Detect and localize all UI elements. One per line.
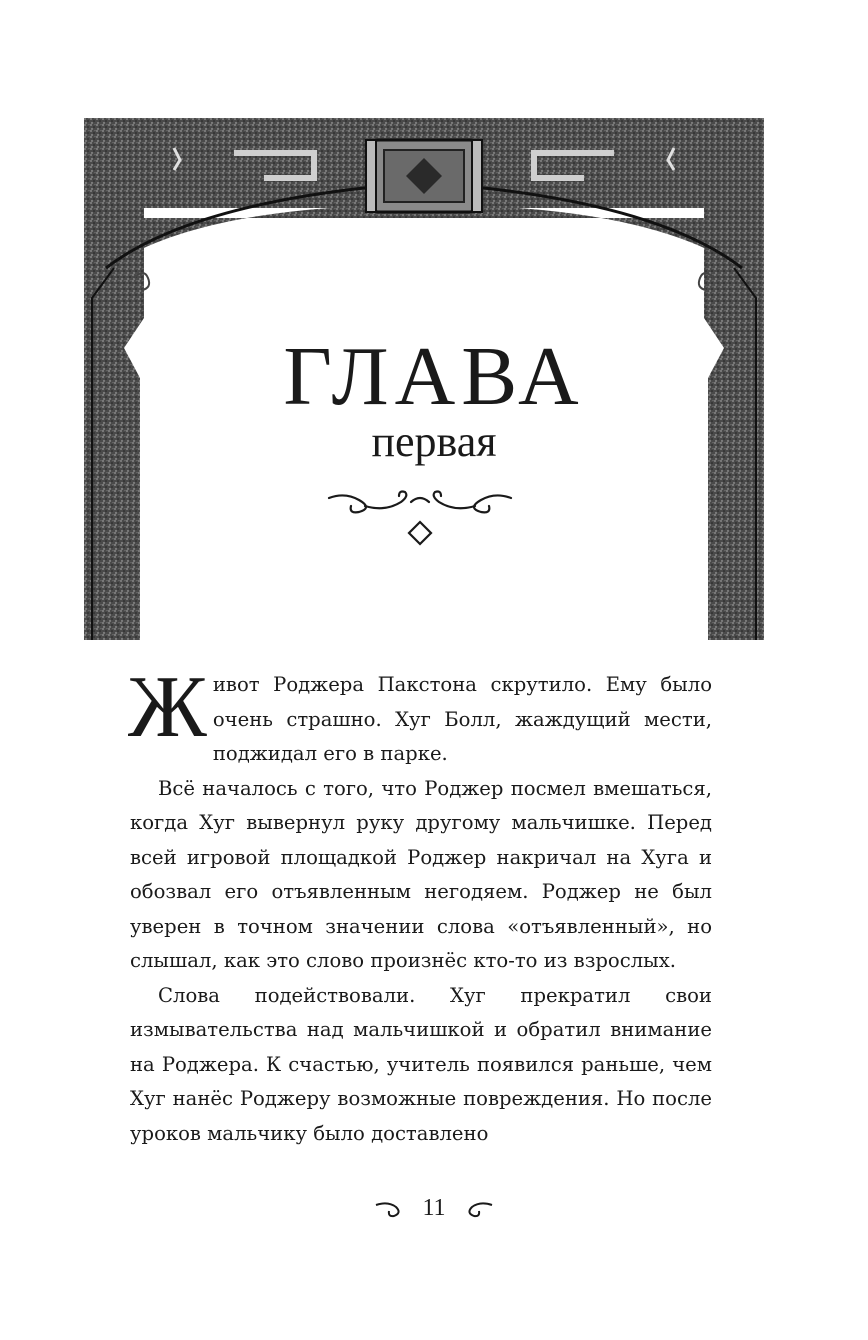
paragraph-1-text: ивот Роджера Пакстона скрутило. Ему было очень страшно. Хуг Болл, жаждущий мести, поджидал его в парке. (212, 673, 712, 765)
chapter-title: ГЛАВА (283, 330, 585, 423)
paragraph-2: Всё началось с того, что Роджер посмел вмешаться, когда Хуг вывернул руку другому мальчишке. Перед всей игровой площадкой Роджер накричал на Хуга и обозвал его отъявленным негодяем. Роджер не был уверен в точном значении слова «отъявленный», но слышал, как это слово произнёс кто-то из взрослых. (130, 776, 712, 972)
paragraph-1 (128, 659, 712, 772)
body-text (128, 659, 712, 1151)
drop-cap: Ж (128, 659, 207, 756)
page-number: 11 (422, 1195, 446, 1222)
swirl-left-icon (374, 1197, 404, 1219)
paragraph-3: Слова подействовали. Хуг прекратил свои измывательства над мальчишкой и обратил внимание на Роджера. К счастью, учитель появился раньше, чем Хуг нанёс Роджеру возможные повреждения. Но после уроков мальчику было доставлено (130, 983, 712, 1145)
swirl-ornament-icon (325, 484, 515, 550)
page-folio (0, 1190, 868, 1225)
swirl-right-icon (464, 1197, 494, 1219)
chapter-subtitle: первая (371, 417, 497, 466)
